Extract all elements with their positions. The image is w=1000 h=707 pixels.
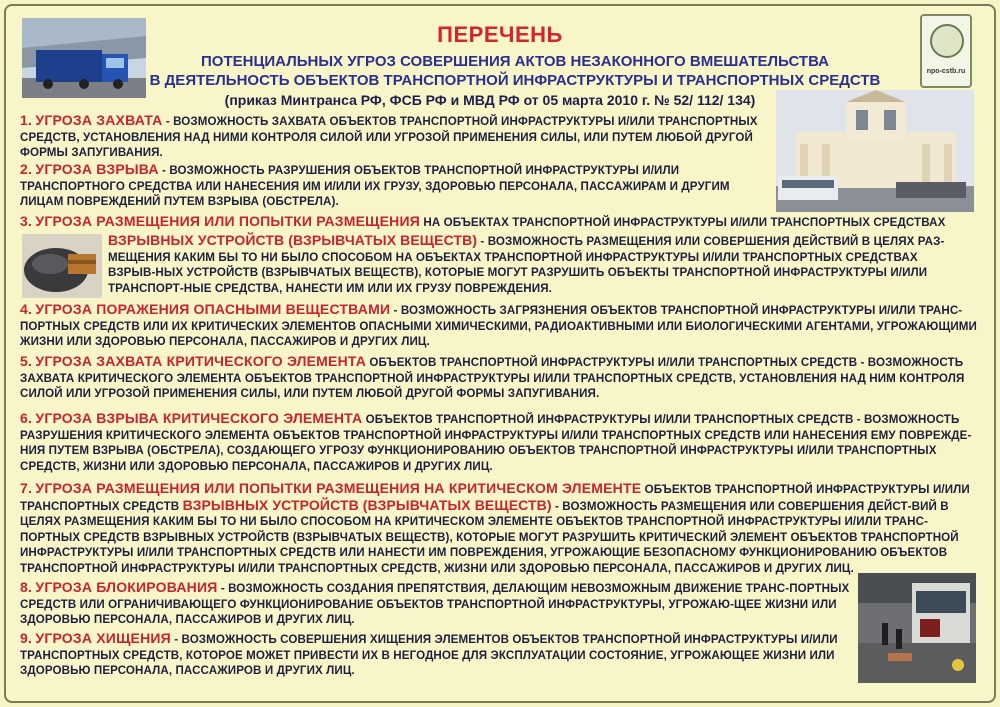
threat-subheading: ВЗРЫВНЫХ УСТРОЙСТВ (ВЗРЫВЧАТЫХ ВЕЩЕСТВ) xyxy=(182,496,552,513)
threat-item-7 xyxy=(20,481,980,577)
threat-heading: УГРОЗА РАЗМЕЩЕНИЯ ИЛИ ПОПЫТКИ РАЗМЕЩЕНИЯ НА КРИТИЧЕСКОМ ЭЛЕМЕНТЕ xyxy=(35,480,642,496)
threat-item-3-continued xyxy=(108,233,966,296)
threat-item-2 xyxy=(20,162,772,210)
explosive-bag-photo xyxy=(22,234,102,298)
threat-text: - ВОЗМОЖНОСТЬ ЗАХВАТА ОБЪЕКТОВ ТРАНСПОРТНОЙ ИНФРАСТРУКТУРЫ И/ИЛИ ТРАНСПОРТНЫХ СРЕДСТВ, УСТАНОВЛЕНИЯ НАД НИМИ КОНТРОЛЯ СИЛОЙ ИЛИ УГРОЗОЙ ПРИМЕНЕНИЯ СИЛЫ, ИЛИ ПУТЕМ ЛЮБОЙ ДРУГОЙ ФОРМЫ ЗАПУГИВАНИЯ. xyxy=(20,115,758,160)
threat-item-4 xyxy=(20,302,980,350)
item-number: 9. xyxy=(20,630,33,646)
threat-item-9 xyxy=(20,631,850,679)
threat-heading: УГРОЗА ПОРАЖЕНИЯ ОПАСНЫМИ ВЕЩЕСТВАМИ xyxy=(35,301,391,317)
page-title: ПЕРЕЧЕНЬ xyxy=(437,22,563,47)
item-number: 6. xyxy=(20,410,33,426)
threat-text: - ВОЗМОЖНОСТЬ СОВЕРШЕНИЯ ХИЩЕНИЯ ЭЛЕМЕНТОВ ОБЪЕКТОВ ТРАНСПОРТНОЙ ИНФРАСТРУКТУРЫ И/ИЛИ ТРАНСПОРТНЫХ СРЕДСТВ, КОТОРОЕ МОЖЕТ ПРИВЕСТИ ИХ В НЕГОДНОЕ ДЛЯ ЭКСПЛУАТАЦИИ СОСТОЯНИЕ, УГРОЖАЮЩЕЕ ЖИЗНИ ИЛИ ЗДОРОВЬЮ ПЕРСОНАЛА, ПАССАЖИРОВ И ДРУГИХ ЛИЦ. xyxy=(20,633,838,678)
threat-heading: УГРОЗА РАЗМЕЩЕНИЯ ИЛИ ПОПЫТКИ РАЗМЕЩЕНИЯ xyxy=(35,213,421,229)
item-number: 1. xyxy=(20,112,33,128)
threat-heading: УГРОЗА ХИЩЕНИЯ xyxy=(35,630,171,646)
threat-text: ОБЪЕКТОВ ТРАНСПОРТНОЙ ИНФРАСТРУКТУРЫ И/ИЛИ ТРАНСПОРТНЫХ СРЕДСТВ xyxy=(20,483,970,513)
threat-subheading: ВЗРЫВНЫХ УСТРОЙСТВ (ВЗРЫВЧАТЫХ ВЕЩЕСТВ) xyxy=(108,232,478,248)
threat-heading: УГРОЗА ЗАХВАТА КРИТИЧЕСКОГО ЭЛЕМЕНТА xyxy=(35,353,367,369)
threat-text: ОБЪЕКТОВ ТРАНСПОРТНОЙ ИНФРАСТРУКТУРЫ И/ИЛИ ТРАНСПОРТНЫХ СРЕДСТВ - ВОЗМОЖНОСТЬ ЗАХВАТА КРИТИЧЕСКОГО ЭЛЕМЕНТА ОБЪЕКТОВ ТРАНСПОРТНОЙ ИНФРАСТРУКТУРЫ И/ИЛИ ТРАНСПОРТНЫХ СРЕДСТВ, УСТАНОВЛЕНИЯ НАД НИМ КОНТРОЛЯ СИЛОЙ ИЛИ УГРОЗОЙ ПРИМЕНЕНИЯ СИЛЫ, ИЛИ ПУТЕМ ЛЮБОЙ ДРУГОЙ ФОРМЫ ЗАПУГИВАНИЯ. xyxy=(20,356,965,401)
subtitle-line-2: В ДЕЯТЕЛЬНОСТЬ ОБЪЕКТОВ ТРАНСПОРТНОЙ ИНФРАСТРУКТУРЫ И ТРАНСПОРТНЫХ СРЕДСТВ xyxy=(149,72,881,89)
threat-text: - ВОЗМОЖНОСТЬ СОЗДАНИЯ ПРЕПЯТСТВИЯ, ДЕЛАЮЩИМ НЕВОЗМОЖНЫМ ДВИЖЕНИЕ ТРАНС-ПОРТНЫХ СРЕДСТВ ИЛИ ОГРАНИЧИВАЮЩЕГО ФУНКЦИОНИРОВАНИЕ ОБЪЕКТОВ ТРАНСПОРТНОЙ ИНФРАСТРУКТУРЫ, УГРОЖАЮ-ЩЕЕ ЖИЗНИ ИЛИ ЗДОРОВЬЮ ПЕРСОНАЛА, ПАССАЖИРОВ И ДРУГИХ ЛИЦ. xyxy=(20,582,850,627)
item-number: 4. xyxy=(20,301,33,317)
threat-item-1 xyxy=(20,113,770,161)
threat-text: ОБЪЕКТОВ ТРАНСПОРТНОЙ ИНФРАСТРУКТУРЫ И/ИЛИ ТРАНСПОРТНЫХ СРЕДСТВ - ВОЗМОЖНОСТЬ РАЗРУШЕНИЯ КРИТИЧЕСКОГО ЭЛЕМЕНТА ОБЪЕКТОВ ТРАНСПОРТНОЙ ИНФРАСТРУКТУРЫ И/ИЛИ ТРАНСПОРТНЫХ СРЕДСТВ ИЛИ НАНЕСЕНИЯ ЕМУ ПОВРЕЖДЕ-НИЯ ПУТЕМ ВЗРЫВА (ОБСТРЕЛА), СОЗДАЮЩЕГО УГРОЗУ ФУНКЦИОНИРОВАНИЮ ОБЪЕКТОВ ТРАНСПОРТНОЙ ИНФРАСТРУКТУРЫ И/ИЛИ ТРАНСПОРТНЫХ СРЕДСТВ, ЖИЗНИ ИЛИ ЗДОРОВЬЮ ПЕРСОНАЛА, ПАССАЖИРОВ И ДРУГИХ ЛИЦ. xyxy=(20,413,972,473)
item-number: 7. xyxy=(20,480,33,496)
threat-heading: УГРОЗА ЗАХВАТА xyxy=(35,112,163,128)
threat-item-6 xyxy=(20,411,980,474)
threat-item-3 xyxy=(20,214,980,231)
bus-accident-photo xyxy=(858,573,976,683)
item-number: 3. xyxy=(20,213,33,229)
threat-text: - ВОЗМОЖНОСТЬ ЗАГРЯЗНЕНИЯ ОБЪЕКТОВ ТРАНСПОРТНОЙ ИНФРАСТРУКТУРЫ И/ИЛИ ТРАНС-ПОРТНЫХ СРЕДСТВ ИЛИ ИХ КРИТИЧЕСКИХ ЭЛЕМЕНТОВ ОПАСНЫМИ ХИМИЧЕСКИМИ, РАДИОАКТИВНЫМИ ИЛИ БИОЛОГИЧЕСКИМИ АГЕНТАМИ, УГРОЖАЮЩИМИ ЖИЗНИ ИЛИ ЗДОРОВЬЮ ПЕРСОНАЛА, ПАССАЖИРОВ И ДРУГИХ ЛИЦ. xyxy=(20,304,977,349)
threat-text: - ВОЗМОЖНОСТЬ РАЗМЕЩЕНИЯ ИЛИ СОВЕРШЕНИЯ ДЕЙСТ-ВИЙ В ЦЕЛЯХ РАЗМЕЩЕНИЯ КАКИМ БЫ ТО НИ БЫЛО СПОСОБОМ НА КРИТИЧЕСКОМ ЭЛЕМЕНТЕ ОБЪЕКТОВ ТРАНСПОРТНОЙ ИНФРАСТРУКТУРЫ И/ИЛИ ТРАНС-ПОРТНЫХ СРЕДСТВ ВЗРЫВНЫХ УСТРОЙСТВ (ВЗРЫВЧАТЫХ ВЕЩЕСТВ), КОТОРЫЕ МОГУТ РАЗРУШИТЬ КРИТИЧЕСКИЙ ЭЛЕМЕНТ ОБЪЕКТОВ ТРАНСПОРТНОЙ ИНФРАСТРУКТУРЫ И/ИЛИ ТРАНСПОРТНЫХ СРЕДСТВ ИЛИ НАНЕСТИ ИМ ПОВРЕЖДЕНИЯ, УГРОЖАЮЩИЕ БЕЗОПАСНОМУ ФУНКЦИОНИРОВАНИЮ ОБЪЕКТОВ ТРАНСПОРТНОЙ ИНФРАСТРУКТУРЫ И/ИЛИ ТРАНСПОРТНЫХ СРЕДСТВ, ЖИЗНИ ИЛИ ЗДОРОВЬЮ ПЕРСОНАЛА, ПАССАЖИРОВ И ДРУГИХ ЛИЦ. xyxy=(20,499,959,575)
threat-heading: УГРОЗА ВЗРЫВА xyxy=(35,161,159,177)
item-number: 5. xyxy=(20,353,33,369)
subtitle-line-1: ПОТЕНЦИАЛЬНЫХ УГРОЗ СОВЕРШЕНИЯ АКТОВ НЕЗАКОННОГО ВМЕШАТЕЛЬСТВА xyxy=(201,53,829,70)
threat-item-8 xyxy=(20,580,850,628)
threat-text: - ВОЗМОЖНОСТЬ РАЗРУШЕНИЯ ОБЪЕКТОВ ТРАНСПОРТНОЙ ИНФРАСТРУКТУРЫ И/ИЛИ ТРАНСПОРТНОГО СРЕДСТВА ИЛИ НАНЕСЕНИЯ ИМ И/ИЛИ ИХ ГРУЗУ, ЗДОРОВЬЮ ПЕРСОНАЛА, ПАССАЖИРАМ И ДРУГИМ ЛИЦАМ ПОВРЕЖДЕНИЙ ПУТЕМ ВЗРЫВА (ОБСТРЕЛА). xyxy=(20,164,730,209)
threat-text: НА ОБЪЕКТАХ ТРАНСПОРТНОЙ ИНФРАСТРУКТУРЫ И/ИЛИ ТРАНСПОРТНЫХ СРЕДСТВАХ xyxy=(420,216,946,229)
threat-heading: УГРОЗА ВЗРЫВА КРИТИЧЕСКОГО ЭЛЕМЕНТА xyxy=(35,410,363,426)
threat-text: - ВОЗМОЖНОСТЬ РАЗМЕЩЕНИЯ ИЛИ СОВЕРШЕНИЯ ДЕЙСТВИЙ В ЦЕЛЯХ РАЗ-МЕЩЕНИЯ КАКИМ БЫ ТО НИ БЫЛО СПОСОБОМ НА ОБЪЕКТАХ ТРАНСПОРТНОЙ ИНФРАСТРУКТУРЫ И/ИЛИ ТРАНСПОРТНЫХ СРЕДСТВАХ ВЗРЫВ-НЫХ УСТРОЙСТВ (ВЗРЫВЧАТЫХ ВЕЩЕСТВ), КОТОРЫЕ МОГУТ РАЗРУШИТЬ ОБЪЕКТЫ ТРАНСПОРТНОЙ ИНФРАСТРУКТУРЫ И/ИЛИ ТРАНСПОРТ-НЫЕ СРЕДСТВА, НАНЕСТИ ИМ ИЛИ ИХ ГРУЗУ ПОВРЕЖДЕНИЯ. xyxy=(108,235,945,295)
station-building-photo xyxy=(776,90,974,212)
threat-heading: УГРОЗА БЛОКИРОВАНИЯ xyxy=(35,579,218,595)
item-number: 8. xyxy=(20,579,33,595)
item-number: 2. xyxy=(20,161,33,177)
order-reference: (приказ Минтранса РФ, ФСБ РФ и МВД РФ от 05 марта 2010 г. № 52/ 112/ 134) xyxy=(224,92,756,108)
threat-item-5 xyxy=(20,354,980,402)
logo-url: npo-cstb.ru xyxy=(926,68,966,75)
